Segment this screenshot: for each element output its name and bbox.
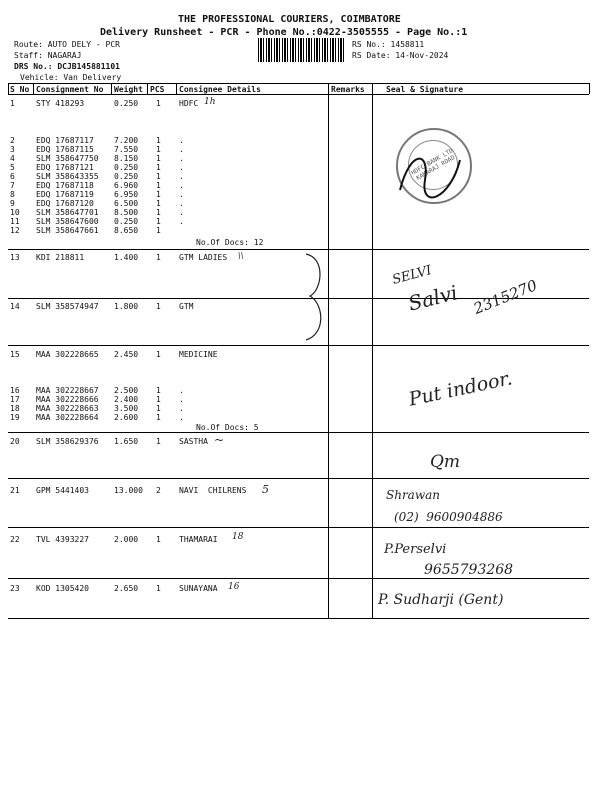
row-weight: 2.600 [114,413,139,422]
row-pcs: 1 [156,136,161,145]
row-divider [8,578,589,579]
row-sno: 6 [10,172,15,181]
row-divider [8,432,589,433]
row-consignment: EDQ 17687121 [36,163,94,172]
row-weight: 8.500 [114,208,139,217]
row-consignment: MAA 302228667 [36,386,99,395]
row-pcs: 1 [156,181,161,190]
row-details: . [179,154,184,163]
row-divider [8,478,589,479]
row-weight: 8.650 [114,226,139,235]
row-details: . [179,404,184,413]
col-divider [8,83,9,94]
row-weight: 6.950 [114,190,139,199]
row-pcs: 1 [156,302,161,311]
row-weight: 8.150 [114,154,139,163]
row-pcs: 1 [156,145,161,154]
row-sno: 5 [10,163,15,172]
handwritten-phone: 9655793268 [424,562,514,578]
row-consignment: SLM 358647661 [36,226,99,235]
row-sno: 16 [10,386,20,395]
handwritten-note: 5 [262,483,269,496]
barcode [258,38,346,62]
company-title: THE PROFESSIONAL COURIERS, COIMBATORE [178,14,401,25]
signature-row1 [390,140,470,210]
col-divider [328,83,329,618]
row-weight: 6.960 [114,181,139,190]
col-divider [589,83,590,94]
col-divider [111,83,112,94]
row-sno: 23 [10,584,20,593]
row-details: . [179,181,184,190]
row-divider [8,249,589,250]
row-details: . [179,413,184,422]
row-consignment: SLM 358647750 [36,154,99,163]
row-weight: 2.450 [114,350,139,359]
row-pcs: 1 [156,190,161,199]
row-pcs: 1 [156,350,161,359]
col-header-consignment: Consignment No [36,85,104,94]
row-sno: 10 [10,208,20,217]
row-consignment: KDI 218811 [36,253,85,262]
row-pcs: 1 [156,584,161,593]
row-consignment: GPM 5441403 [36,486,89,495]
row-consignment: SLM 358574947 [36,302,99,311]
row-sno: 21 [10,486,20,495]
row-sno: 3 [10,145,15,154]
row-consignment: SLM 358629376 [36,437,99,446]
col-header-seal: Seal & Signature [386,85,464,94]
row-weight: 6.500 [114,199,139,208]
col-divider [147,83,148,94]
col-header-consignee: Consignee Details [179,85,261,94]
row-sno: 8 [10,190,15,199]
row-sno: 1 [10,99,15,108]
row-details: SUNAYANA [179,584,218,593]
rs-date: RS Date: 14-Nov-2024 [352,51,449,60]
row-pcs: 1 [156,253,161,262]
handwritten-signature: Shrawan [386,488,440,502]
handwritten-name: SELVI [390,263,434,288]
row-pcs: 1 [156,199,161,208]
row-pcs: 2 [156,486,161,495]
row-consignment: EDQ 17687120 [36,199,94,208]
row-consignment: EDQ 17687117 [36,136,94,145]
row-weight: 1.650 [114,437,139,446]
row-consignment: TVL 4393227 [36,535,89,544]
col-header-sno: S No [10,85,30,94]
row-pcs: 1 [156,163,161,172]
row-details: THAMARAI [179,535,218,544]
row-consignment: KOD 1305420 [36,584,89,593]
row-details: . [179,217,184,226]
row-weight: 3.500 [114,404,139,413]
row-pcs: 1 [156,437,161,446]
row-sno: 15 [10,350,20,359]
row-consignment: EDQ 17687115 [36,145,94,154]
brace-mark [300,250,330,345]
row-pcs: 1 [156,226,161,235]
table-top-border [8,83,589,84]
handwritten-phone: 2315270 [471,276,540,318]
row-details: . [179,190,184,199]
docs-count: No.Of Docs: 5 [196,423,259,432]
row-consignment: SLM 358647701 [36,208,99,217]
row-sno: 17 [10,395,20,404]
row-pcs: 1 [156,413,161,422]
row-sno: 11 [10,217,20,226]
row-weight: 0.250 [114,217,139,226]
row-details: NAVI CHILRENS [179,486,247,495]
row-consignment: EDQ 17687118 [36,181,94,190]
row-weight: 2.000 [114,535,139,544]
row-pcs: 1 [156,404,161,413]
row-pcs: 1 [156,535,161,544]
row-weight: 0.250 [114,99,139,108]
row-sno: 2 [10,136,15,145]
row-sno: 22 [10,535,20,544]
stamp-text: HDFC BANK LTD KAMARAJ ROAD [410,147,457,182]
row-consignment: STY 418293 [36,99,85,108]
row-pcs: 1 [156,395,161,404]
table-header-border [8,94,589,95]
row-weight: 2.400 [114,395,139,404]
docs-count: No.Of Docs: 12 [196,238,264,247]
handwritten-signature: Salvi [405,280,460,316]
row-weight: 1.800 [114,302,139,311]
row-details: . [179,395,184,404]
row-details: . [179,136,184,145]
row-sno: 19 [10,413,20,422]
row-sno: 18 [10,404,20,413]
col-header-pcs: PCS [150,85,165,94]
row-consignment: MAA 302228665 [36,350,99,359]
row-sno: 12 [10,226,20,235]
row-consignment: SLM 358647600 [36,217,99,226]
col-header-weight: Weight [114,85,143,94]
col-header-remarks: Remarks [331,85,365,94]
handwritten-remark: Put indoor. [406,367,515,411]
row-details: GTM [179,302,194,311]
col-divider [33,83,34,94]
handwritten-signature: P. Sudharji (Gent) [378,592,504,608]
handwritten-signature: Qm [430,452,461,472]
row-divider [8,527,589,528]
vehicle-label: Vehicle: Van Delivery [20,73,122,82]
handwritten-note: ~ [214,433,225,447]
rs-number: RS No.: 1458811 [352,40,425,49]
row-consignment: MAA 302228664 [36,413,99,422]
row-details: SASTHA [179,437,208,446]
row-details: . [179,145,184,154]
row-sno: 9 [10,199,15,208]
col-divider [176,83,177,94]
row-details: . [179,199,184,208]
row-sno: 20 [10,437,20,446]
row-details: . [179,163,184,172]
row-weight: 13.000 [114,486,143,495]
row-sno: 14 [10,302,20,311]
row-weight: 7.200 [114,136,139,145]
row-sno: 13 [10,253,20,262]
row-consignment: SLM 358643355 [36,172,99,181]
row-details: HDFC [179,99,199,108]
row-sno: 4 [10,154,15,163]
row-weight: 0.250 [114,163,139,172]
row-pcs: 1 [156,386,161,395]
drs-number: DRS No.: DCJB145881101 [14,62,120,71]
row-pcs: 1 [156,172,161,181]
handwritten-phone: (02) 9600904886 [394,510,503,524]
row-weight: 0.250 [114,172,139,181]
row-weight: 1.400 [114,253,139,262]
row-sno: 7 [10,181,15,190]
runsheet-title: Delivery Runsheet - PCR - Phone No.:0422-3505555 - Page No.:1 [100,27,468,38]
row-divider [8,345,589,346]
row-details: . [179,172,184,181]
row-details: . [179,208,184,217]
handwritten-note: 18 [232,532,244,542]
row-consignment: MAA 302228663 [36,404,99,413]
handwritten-note: 16 [228,582,240,592]
row-weight: 2.500 [114,386,139,395]
row-pcs: 1 [156,217,161,226]
handwritten-signature: P.Perselvi [384,542,447,557]
row-pcs: 1 [156,208,161,217]
handwritten-note: 1h [204,97,216,107]
row-details: GTM LADIES [179,253,228,262]
staff-label: Staff: NAGARAJ [14,51,82,60]
handwritten-note: \\ [238,251,244,260]
row-weight: 7.550 [114,145,139,154]
row-consignment: MAA 302228666 [36,395,99,404]
route-label: Route: AUTO DELY - PCR [14,40,120,49]
row-consignment: EDQ 17687119 [36,190,94,199]
table-bottom-border [8,618,589,619]
row-pcs: 1 [156,154,161,163]
row-details: . [179,386,184,395]
row-weight: 2.650 [114,584,139,593]
col-divider [372,83,373,618]
row-pcs: 1 [156,99,161,108]
row-details: MEDICINE [179,350,218,359]
